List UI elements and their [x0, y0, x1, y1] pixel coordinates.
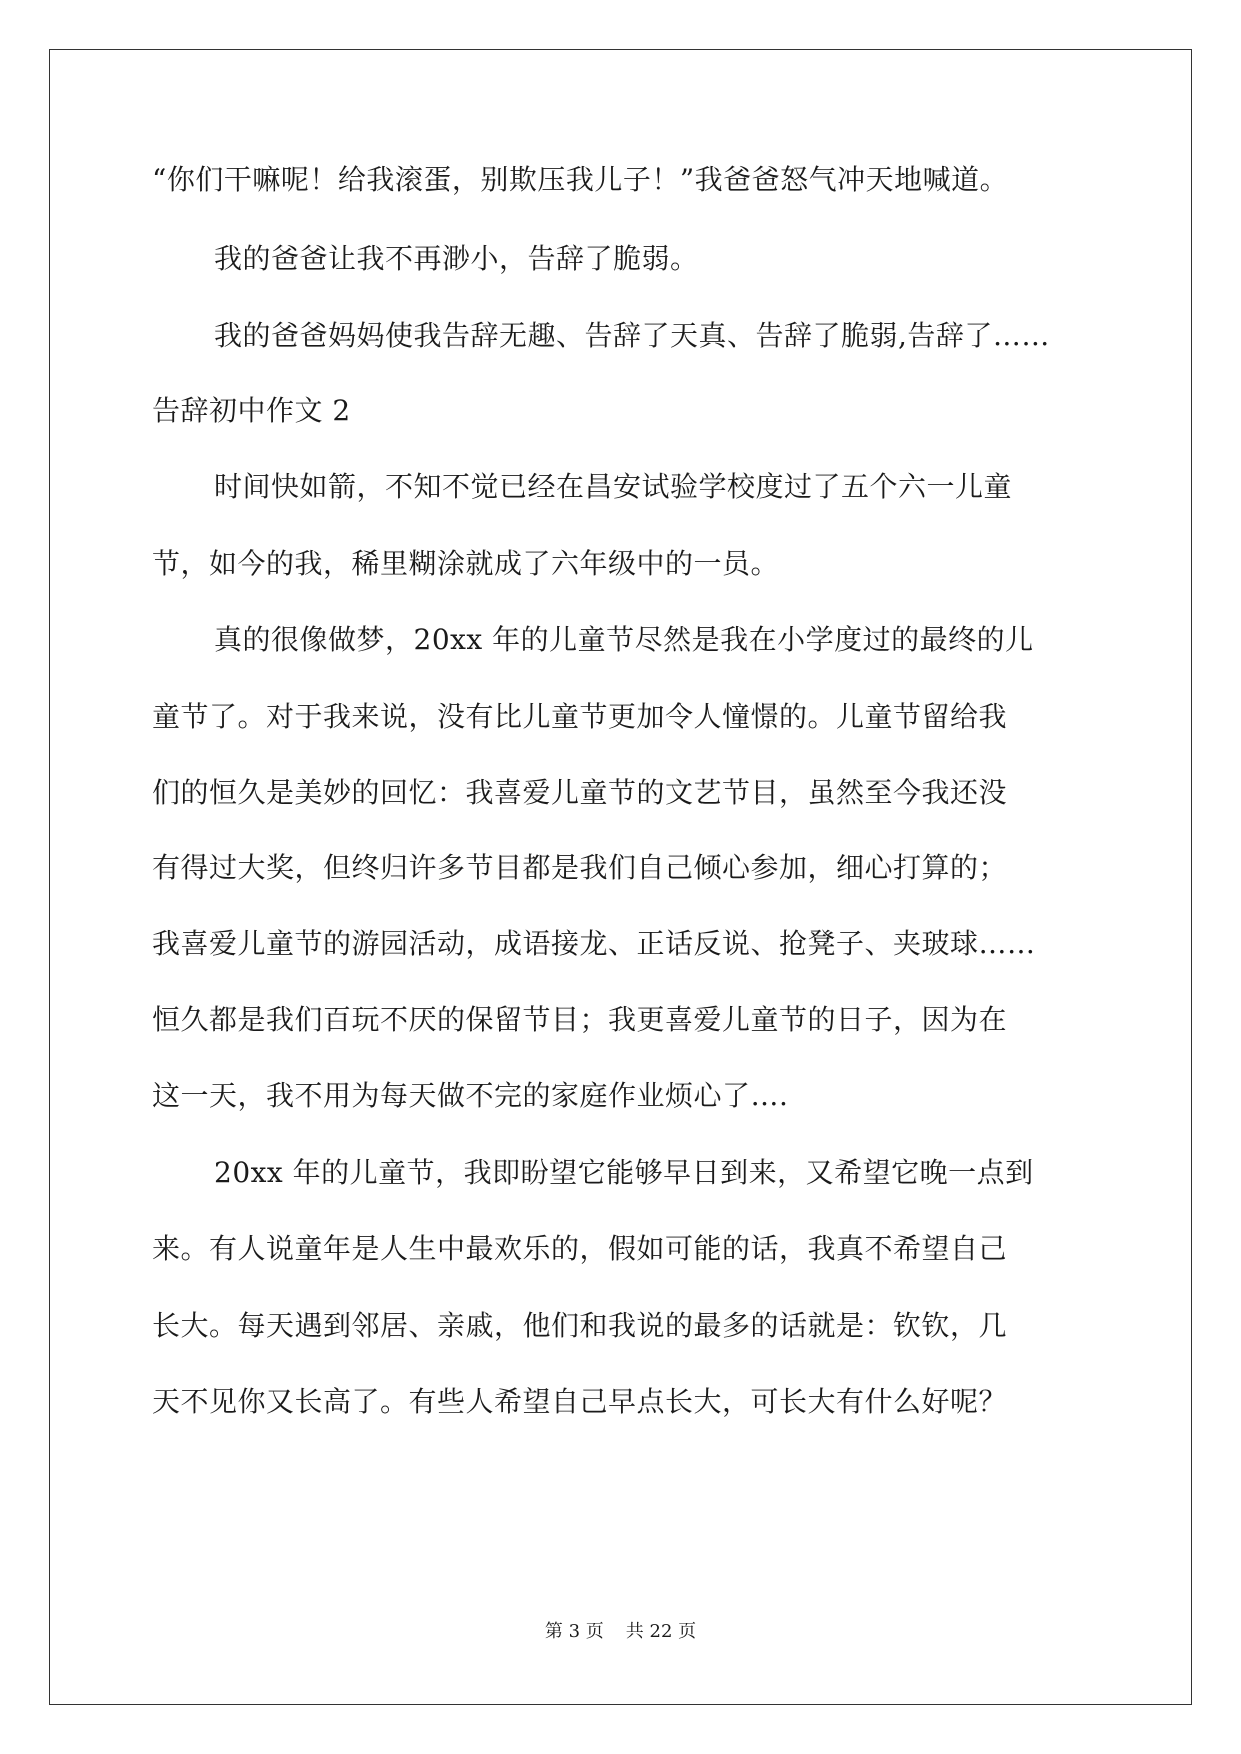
- page-number-label: 第 3 页: [544, 1621, 604, 1642]
- text-line: 20xx 年的儿童节，我即盼望它能够早日到来，又希望它晚一点到: [214, 1156, 1034, 1189]
- text-line: 真的很像做梦，20xx 年的儿童节尽然是我在小学度过的最终的儿: [214, 623, 1034, 656]
- text-line: 们的恒久是美妙的回忆：我喜爱儿童节的文艺节目，虽然至今我还没: [152, 776, 1008, 809]
- text-line: 长大。每天遇到邻居、亲戚，他们和我说的最多的话就是：钦钦，几: [152, 1309, 1008, 1342]
- text-line: 时间快如箭，不知不觉已经在昌安试验学校度过了五个六一儿童: [214, 470, 1013, 503]
- text-line: 来。有人说童年是人生中最欢乐的，假如可能的话，我真不希望自己: [152, 1232, 1008, 1265]
- text-line: “你们干嘛呢！给我滚蛋，别欺压我儿子！”我爸爸怒气冲天地喊道。: [152, 163, 1009, 196]
- text-line: 有得过大奖，但终归许多节目都是我们自己倾心参加，细心打算的；: [152, 851, 1008, 884]
- text-line: 我喜爱儿童节的游园活动，成语接龙、正话反说、抢凳子、夹玻球……: [152, 927, 1036, 960]
- text-line: 我的爸爸妈妈使我告辞无趣、告辞了天真、告辞了脆弱,告辞了……: [214, 319, 1050, 352]
- page-total-label: 共 22 页: [625, 1621, 697, 1642]
- section-heading: 告辞初中作文 2: [152, 394, 351, 427]
- text-line: 这一天，我不用为每天做不完的家庭作业烦心了….: [152, 1079, 789, 1112]
- page-footer: [0, 1620, 1241, 1644]
- text-line: 节，如今的我，稀里糊涂就成了六年级中的一员。: [152, 547, 780, 580]
- text-line: 童节了。对于我来说，没有比儿童节更加令人憧憬的。儿童节留给我: [152, 700, 1008, 733]
- text-line: 我的爸爸让我不再渺小，告辞了脆弱。: [214, 242, 699, 275]
- text-line: 天不见你又长高了。有些人希望自己早点长大，可长大有什么好呢？: [152, 1385, 1008, 1418]
- text-line: 恒久都是我们百玩不厌的保留节目；我更喜爱儿童节的日子，因为在: [152, 1003, 1008, 1036]
